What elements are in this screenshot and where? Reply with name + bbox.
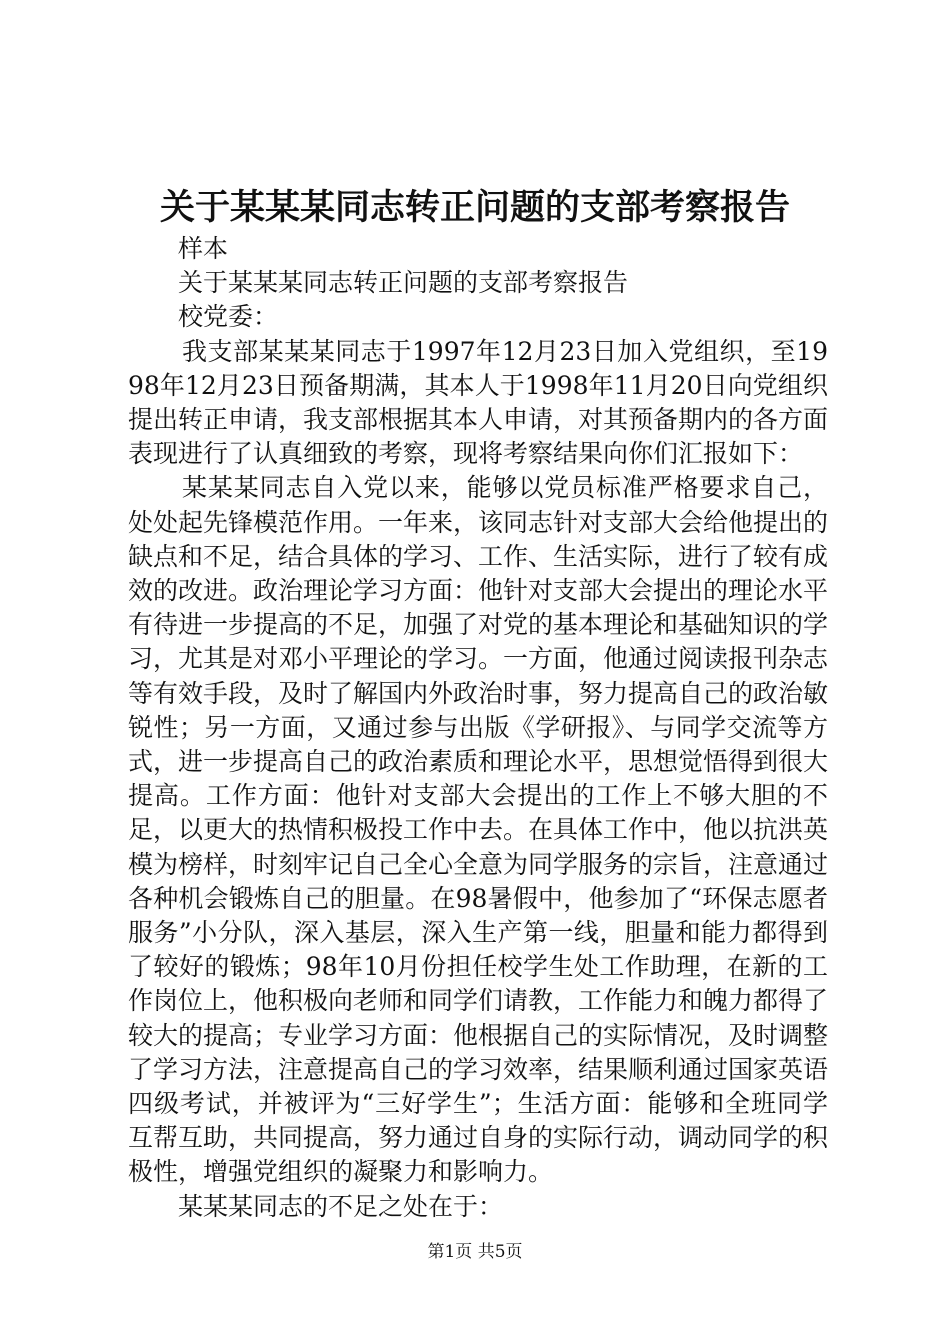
paragraph-shortcomings: 某某某同志的不足之处在于： [178, 1191, 504, 1221]
paragraph-subtitle: 关于某某某同志转正问题的支部考察报告 [178, 268, 629, 298]
paragraph-sample-label: 样本 [178, 234, 229, 263]
page-footer: 第1页 共5页 [427, 1242, 523, 1262]
document-title: 关于某某某同志转正问题的支部考察报告 [159, 187, 790, 228]
document-body [128, 232, 828, 1224]
paragraph-intro: 我支部某某某同志于1997年12月23日加入党组织，至1998年12月23日预备期满，其本人于1998年11月20日向党组织提出转正申请，我支部根据其本人申请，对其预备期内的各方面表现进行了认真细致的考察，现将考察结果向你们汇报如下： [128, 336, 829, 469]
paragraph-performance: 某某某同志自入党以来，能够以党员标准严格要求自己，处处起先锋模范作用。一年来，该同志针对支部大会给他提出的缺点和不足，结合具体的学习、工作、生活实际，进行了较有成效的改进。政治理论学习方面：他针对支部大会提出的理论水平有待进一步提高的不足，加强了对党的基本理论和基础知识的学习，尤其是对邓小平理论的学习。一方面，他通过阅读报刊杂志等有效手段，及时了解国内外政治时事，努力提高自己的政治敏锐性；另一方面，又通过参与出版《学研报》、与同学交流等方式，进一步提高自己的政治素质和理论水平，思想觉悟得到很大提高。工作方面：他针对支部大会提出的工作上不够大胆的不足，以更大的热情积极投工作中去。在具体工作中，他以抗洪英模为榜样，时刻牢记自己全心全意为同学服务的宗旨，注意通过各种机会锻炼自己的胆量。在98暑假中，他参加了“环保志愿者服务”小分队，深入基层，深入生产第一线，胆量和能力都得到了较好的锻炼；98年10月份担任校学生处工作助理，在新的工作岗位上，他积极向老师和同学们请教，工作能力和魄力都得了较大的提高；专业学习方面：他根据自己的实际情况，及时调整了学习方法，注意提高自己的学习效率，结果顺利通过国家英语四级考试，并被评为“三好学生”；生活方面：能够和全班同学互帮互助，共同提高，努力通过自身的实际行动，调动同学的积极性，增强党组织的凝聚力和影响力。 [128, 473, 829, 1187]
paragraph-salutation: 校党委： [178, 302, 279, 332]
